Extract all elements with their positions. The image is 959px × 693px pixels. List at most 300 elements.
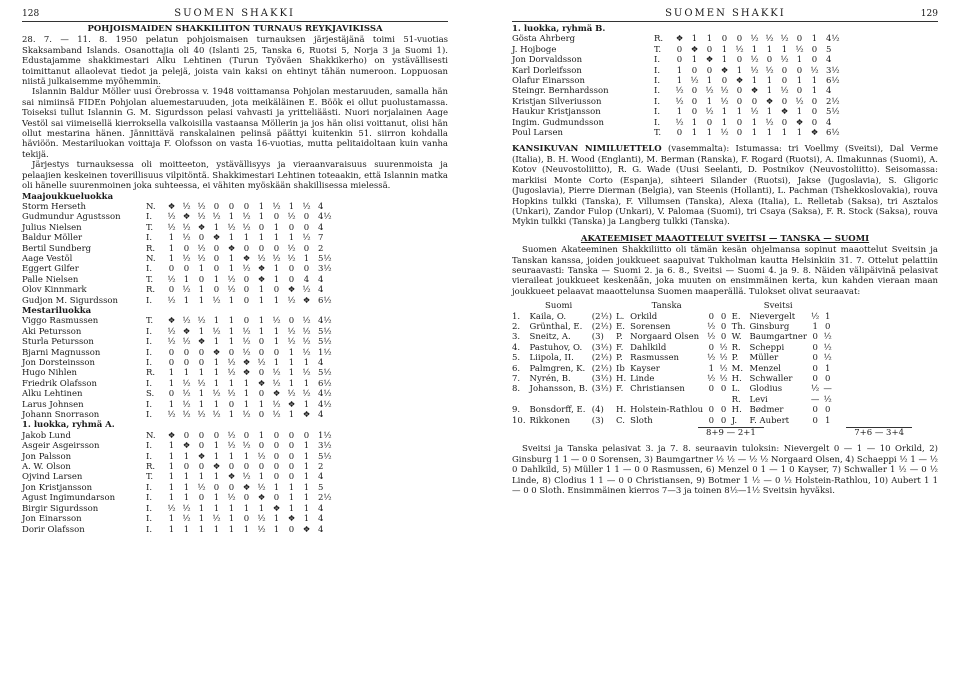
crosstable-player-score: 4 [318, 410, 324, 421]
table-row [22, 379, 342, 389]
group-b-game-result: ½ [720, 128, 729, 139]
crosstable-game-result: ½ [227, 222, 236, 233]
crosstable-game-result: 1 [183, 493, 190, 504]
crosstable-game-result: ❖ [182, 441, 191, 452]
crosstable-game-result: 1 [213, 274, 220, 285]
crosstable-player-score: 2 [318, 462, 324, 473]
crosstable-game-result: 1 [258, 472, 265, 483]
crosstable-game-result: 0 [228, 399, 235, 410]
crosstable-player-country: I. [146, 451, 153, 462]
match-finnish-player: Nyrén, B. [529, 374, 571, 384]
crosstable-player-score: 5½ [318, 326, 332, 337]
crosstable-game-result: ❖ [287, 514, 296, 525]
match-danish-player: Rasmussen [630, 353, 679, 364]
crosstable-player-country: N. [146, 253, 156, 264]
match-danish-initial: L. [616, 311, 625, 322]
crosstable-game-result: 1 [213, 399, 220, 410]
crosstable-game-result: 1 [243, 524, 250, 535]
group-b-game-result: 1 [811, 76, 818, 87]
match-result-1: 0 [708, 415, 714, 426]
crosstable-game-result: 0 [198, 462, 205, 473]
table-row [22, 472, 342, 482]
table-row [22, 389, 342, 399]
crosstable-player-country: I. [146, 347, 153, 358]
crosstable-player-score: 4 [318, 358, 324, 368]
article-paragraph-3: Järjestys turnauksessa oli moitteeton, ystävällisyys ja vieraanvaraisuus suurenmoista ja pelaajien keskeinen toverillisuus vilpitöntä. Shakkimestari Lehtinen toteaakin, että Islannin matka oli hänelle suurenmoinen joka suhteessa, ei vähiten myöskään shakillisessa mielessä. [22, 160, 448, 192]
match-total-left: 8+9 — 2+1 [698, 427, 764, 438]
group-b-player-name: J. Hojboge [512, 44, 557, 55]
crosstable-game-result: ❖ [257, 264, 266, 275]
group-b-game-result: 0 [736, 34, 743, 45]
table-row [22, 275, 342, 285]
group-b-game-result: ½ [780, 34, 789, 45]
match-finnish-player: Rikkonen [529, 415, 571, 426]
group-b-game-result: ½ [675, 117, 684, 128]
crosstable-player-name: Dorir Olafsson [22, 524, 85, 535]
match-swiss-player: F. Aubert [749, 415, 790, 426]
crosstable-game-result: 0 [243, 295, 250, 306]
crosstable-game-result: 1 [258, 233, 265, 244]
crosstable-game-result: ½ [287, 295, 296, 306]
match-board-number: 8. [512, 384, 521, 395]
group-b-game-result: ½ [765, 34, 774, 45]
crosstable-game-result: 1 [273, 264, 280, 275]
crosstable-game-result: 1 [228, 253, 235, 264]
crosstable-game-result: 1 [168, 472, 175, 483]
crosstable-player-country: I. [146, 482, 153, 493]
group-b-game-result: ½ [810, 65, 819, 76]
crosstable-game-result: ½ [302, 326, 311, 337]
crosstable-game-result: 1 [168, 482, 175, 493]
crosstable-player-name: Aki Petursson [22, 326, 82, 337]
crosstable-game-result: 0 [258, 410, 265, 421]
group-b-game-result: ❖ [750, 86, 759, 97]
crosstable-game-result: ½ [182, 389, 191, 400]
crosstable-player-score: 4 [318, 503, 324, 514]
group-b-player-score: 4 [826, 86, 832, 97]
crosstable-game-result: 1 [183, 482, 190, 493]
crosstable-game-result: ½ [242, 441, 251, 452]
crosstable-game-result: 1 [228, 410, 235, 421]
group-b-game-result: 1 [706, 76, 713, 87]
crosstable-player-score: 6½ [318, 295, 332, 306]
table-row [22, 316, 342, 326]
crosstable-game-result: 0 [273, 243, 280, 254]
crosstable-player-name: Larus Johnsen [22, 399, 84, 410]
group-b-game-result: 1 [736, 107, 743, 118]
table-row [22, 327, 342, 337]
match-finnish-rating: (3) [591, 415, 604, 426]
crosstable-game-result: 0 [258, 389, 265, 400]
match-board-number: 3. [512, 332, 521, 343]
match-board-number: 4. [512, 342, 521, 353]
crosstable-game-result: 0 [198, 347, 205, 358]
group-b-game-result: 0 [736, 117, 743, 128]
crosstable [22, 431, 342, 535]
crosstable-game-result: 1 [168, 399, 175, 410]
left-page-number: 128 [22, 8, 40, 19]
group-b-game-result: 0 [811, 107, 818, 118]
crosstable-player-score: 4 [318, 285, 324, 296]
match-swiss-result-2: 0 [824, 321, 831, 332]
crosstable-game-result: ½ [197, 212, 206, 223]
match-row [512, 353, 836, 363]
group-b-game-result: 0 [811, 96, 818, 107]
group-b-title: 1. luokka, ryhmä B. [512, 24, 606, 34]
group-b-game-result: ½ [765, 65, 774, 76]
crosstable-game-result: 1 [303, 503, 310, 514]
group-b-game-result: 1 [691, 117, 698, 128]
match-row [512, 312, 836, 322]
group-b-game-result: ❖ [810, 128, 819, 139]
table-row [22, 514, 342, 524]
crosstable-game-result: 1 [288, 493, 295, 504]
crosstable-game-result: ❖ [167, 430, 176, 441]
match-swiss-result-2: ½ [823, 332, 832, 343]
crosstable-player-country: T. [146, 316, 154, 327]
crosstable-player-country: I. [146, 378, 153, 389]
group-b-game-result: 1 [781, 128, 788, 139]
match-finnish-rating: (2½) [591, 353, 613, 364]
closing-paragraph: Sveitsi ja Tanska pelasivat 3. ja 7. 8. seuraavin tuloksin: Nievergelt 0 — 1 — 10 Orkild, 2) Ginsburg 1 1 — 0 0 Sorensen, 3) Baumgartner ½ ½ — ½ ½ Norgaard Olsen, 4) Schaeppi ½ 1 — ½ 0 Dahlkild, 5) Müller 1 1 — 0 0 Rasmussen, 6) Menzel 0 1 — 1 0 Kayser, 7) Schwaller 1 ½ — 0 ½ Linde, 8) Clodius 1 1 — 0 0 Christiansen, 9) Botmer 1 ½ — 0 ½ Holstein-Rathlou, 10) Aubert 1 1 — 0 0 Sloth. Ensimmäinen kierros 7—3 ja toinen 8½—1½ Sveitsin hyväksi. [512, 444, 938, 497]
crosstable-player-score: 4½ [318, 389, 332, 400]
match-swiss-initial: E. [731, 311, 741, 322]
crosstable-game-result: ½ [212, 514, 221, 525]
crosstable-player-country: I. [146, 212, 153, 223]
crosstable-game-result: 1 [213, 316, 220, 327]
crosstable-player-name: Bertil Sundberg [22, 243, 92, 254]
crosstable-player-name: Bjarni Magnusson [22, 347, 101, 358]
crosstable-game-result: 1 [228, 524, 235, 535]
group-b-game-result: 1 [706, 128, 713, 139]
crosstable-game-result: ½ [182, 233, 191, 244]
crosstable-game-result: ❖ [302, 524, 311, 535]
crosstable-game-result: 1 [183, 451, 190, 462]
crosstable-game-result: 0 [228, 347, 235, 358]
crosstable-game-result: 0 [198, 233, 205, 244]
match-result-1: 0 [708, 405, 714, 416]
group-b-game-result: 1 [706, 96, 713, 107]
crosstable-game-result: ½ [302, 316, 311, 327]
crosstable-game-result: 1 [273, 358, 280, 368]
crosstable-game-result: ½ [212, 326, 221, 337]
crosstable-game-result: 0 [288, 441, 295, 452]
group-b-game-result: 1 [766, 107, 773, 118]
crosstable-player-country: T. [146, 274, 154, 285]
match-header-row [512, 301, 836, 311]
crosstable-game-result: 1 [228, 212, 235, 223]
crosstable-player-name: Eggert Gilfer [22, 264, 79, 275]
crosstable-player-score: 4 [318, 514, 324, 525]
match-swiss-result-2: 1 [824, 363, 831, 374]
crosstable-game-result: ½ [182, 503, 191, 514]
crosstable-game-result: 0 [258, 441, 265, 452]
crosstable-game-result: ½ [212, 212, 221, 223]
crosstable-game-result: ½ [167, 274, 176, 285]
crosstable-player-score: 2½ [318, 493, 332, 504]
match-danish-initial: Ib [616, 363, 625, 374]
crosstable-game-result: 1 [243, 399, 250, 410]
group-b-game-result: 1 [811, 86, 818, 97]
table-row [512, 66, 850, 76]
crosstable-game-result: 0 [273, 430, 280, 441]
group-b-player-name: Gösta Ahrberg [512, 34, 576, 45]
group-b-game-result: 0 [796, 86, 803, 97]
crosstable-game-result: 0 [213, 243, 220, 254]
crosstable-game-result: 0 [198, 441, 205, 452]
match-result-2: ½ [719, 342, 728, 353]
crosstable-game-result: ½ [182, 253, 191, 264]
crosstable-game-result: 1 [168, 524, 175, 535]
crosstable-game-result: ½ [257, 524, 266, 535]
crosstable-game-result: ½ [302, 233, 311, 244]
crosstable-game-result: ½ [167, 212, 176, 223]
table-row [512, 55, 850, 65]
crosstable-game-result: ½ [302, 337, 311, 348]
crosstable-game-result: ½ [182, 399, 191, 410]
crosstable-player-country: N. [146, 430, 156, 441]
crosstable-player-score: 4 [318, 472, 324, 483]
group-b-game-result: 1 [751, 76, 758, 87]
group-b-player-country: T. [654, 44, 662, 55]
crosstable-player-country: T. [146, 472, 154, 483]
match-finnish-rating: (3½) [591, 342, 613, 353]
group-b-game-result: 1 [676, 107, 683, 118]
crosstable-player-country: R. [146, 243, 156, 254]
table-row [22, 431, 342, 441]
crosstable-player-score: 4 [318, 274, 324, 285]
match-danish-player: Linde [630, 374, 655, 384]
crosstable-game-result: ½ [257, 482, 266, 493]
crosstable-game-result: 0 [183, 264, 190, 275]
crosstable-game-result: ❖ [242, 482, 251, 493]
match-board-number: 9. [512, 405, 521, 416]
group-b-game-result: 1 [721, 44, 728, 55]
crosstable-game-result: 1 [258, 503, 265, 514]
crosstable-game-result: ½ [287, 337, 296, 348]
crosstable-game-result: 1 [228, 378, 235, 389]
crosstable-game-result: 0 [273, 212, 280, 223]
group-b-game-result: ½ [795, 96, 804, 107]
crosstable-game-result: ❖ [167, 316, 176, 327]
group-b-game-result: ½ [750, 65, 759, 76]
group-b-game-result: 0 [736, 96, 743, 107]
crosstable-player-name: Gudjon M. Sigurdsson [22, 295, 119, 306]
crosstable-game-result: 0 [213, 482, 220, 493]
crosstable-game-result: ½ [242, 472, 251, 483]
table-row [22, 410, 342, 420]
match-swiss-result-1: 0 [812, 342, 818, 353]
match-swiss-player: Baumgartner [749, 332, 807, 343]
crosstable-game-result: 1 [258, 430, 265, 441]
crosstable-player-name: Jon Dorsteinsson [22, 358, 96, 368]
match-board-number: 1. [512, 311, 521, 322]
group-b-player-name: Haukur Kristjansson [512, 107, 601, 118]
crosstable-game-result: 0 [288, 472, 295, 483]
group-b-game-result: 0 [811, 117, 818, 128]
crosstable-game-result: 1 [228, 295, 235, 306]
crosstable-player-name: Hugo Nihlen [22, 368, 78, 379]
crosstable-game-result: 1 [288, 378, 295, 389]
match-danish-player: Christiansen [630, 384, 685, 395]
crosstable-game-result: 1 [288, 233, 295, 244]
crosstable-game-result: 0 [168, 264, 175, 275]
crosstable-game-result: 0 [198, 358, 205, 368]
match-swiss-result-1: 0 [812, 353, 818, 364]
crosstable-game-result: 0 [288, 462, 295, 473]
match-finnish-rating: (3) [591, 332, 604, 343]
crosstable-player-score: 4½ [318, 316, 332, 327]
crosstable-game-result: 0 [243, 285, 250, 296]
crosstable-game-result: 1 [213, 368, 220, 379]
match-swiss-initial: W. [731, 332, 742, 343]
crosstable-game-result: ½ [242, 222, 251, 233]
crosstable-game-result: ½ [197, 482, 206, 493]
crosstable-game-result: 1 [183, 368, 190, 379]
table-row [22, 358, 342, 368]
crosstable-game-result: ½ [167, 337, 176, 348]
match-swiss-result-1: 0 [812, 405, 818, 416]
match-swiss-result-2: 0 [824, 405, 831, 416]
group-b-player-score: 3½ [826, 65, 840, 76]
table-row [22, 244, 342, 254]
crosstable-game-result: ½ [302, 285, 311, 296]
crosstable-game-result: 1 [273, 337, 280, 348]
crosstable-game-result: 1 [213, 472, 220, 483]
article-paragraph-2: Islannin Baldur Möller uusi Örebrossa v. 1948 voittamansa Pohjolan mestaruuden, samalla hän sai nimiinsä FIDEn Pohjolan aluemestaruuden, jota meikäläinen E. Böök ei ollut puolustamassa. Toiseksi tullut Islannin G. M. Sigurdsson pelasi vahvasti ja yritteliäästi. Nuori norjalainen Aage Vestöl sai viimeisellä kierroksella valkoisilla vastaansa Möllerin ja jos hän olisi voittanut, olisi hän ollut mestarina hänen. Jännittävä ranskalainen pelinsä päättyi kuitenkin 51. siirron kohdalla häviöön. Mestariluokan voittaja F. Olofsson on vasta 16-vuotias, mutta pelitaidoltaan kuin vanha tekijä. [22, 87, 448, 160]
group-b-game-result: ½ [720, 96, 729, 107]
crosstable-game-result: ❖ [272, 389, 281, 400]
group-b-game-result: 0 [781, 76, 788, 87]
crosstable-game-result: ❖ [212, 347, 221, 358]
crosstable-game-result: ½ [242, 337, 251, 348]
group-b-game-result: 0 [691, 65, 698, 76]
crosstable-game-result: 0 [168, 358, 175, 368]
crosstable-player-country: I. [146, 233, 153, 244]
group-b-player-name: Kristjan Silveriusson [512, 96, 602, 107]
table-row [22, 264, 342, 274]
group-b-game-result: 0 [796, 34, 803, 45]
match-danish-initial [616, 395, 630, 405]
crosstable-game-result: 0 [198, 274, 205, 285]
crosstable-game-result: 1 [198, 368, 205, 379]
crosstable-game-result: ½ [182, 378, 191, 389]
match-swiss-result-2: — [823, 384, 832, 395]
crosstable-game-result: 0 [243, 243, 250, 254]
match-swiss-result-1: ½ [811, 384, 820, 395]
left-crosstables [22, 192, 448, 535]
crosstable-game-result: 0 [213, 201, 220, 212]
table-row [22, 337, 342, 347]
match-result-1: ½ [707, 321, 716, 332]
crosstable-game-result: 1 [288, 201, 295, 212]
crosstable-game-result: ½ [197, 201, 206, 212]
group-b-game-result: 0 [706, 44, 713, 55]
crosstable-game-result: ❖ [257, 274, 266, 285]
crosstable-game-result: ½ [227, 285, 236, 296]
match-danish-player: Sloth [630, 415, 653, 426]
crosstable-game-result: ½ [257, 253, 266, 264]
match-swiss-initial: L. [731, 384, 741, 395]
crosstable-player-country: R. [146, 285, 156, 296]
academic-matches-text: Suomen Akateeminen Shakkiliitto oli tämän kesän ohjelmansa sopinut maaottelut Sveitsin ja Tanskan kanssa, joiden joukkueet saapuivat Tukholman kautta Helsinkiin 31. 7. Ottelut pelattiin seuraavasti: Tanska — Suomi 2. ja 6. 8., Sveitsi — Suomi 4. ja 9. 8. Näiden välipäivinä pelasivat vieraileat joukkueet keskenään, joka muuten on ensimmäinen kerta, kun kahden vieraan maan joukkueet pelaavat maaottelunsa Suomen maaperällä. Tulokset olivat seuraavat: [512, 245, 938, 297]
crosstable-game-result: 1 [198, 285, 205, 296]
crosstable-section-title: Maajoukkueluokka [22, 191, 114, 202]
table-row [22, 254, 342, 264]
match-result-2: ½ [719, 353, 728, 364]
group-b-game-result: 1 [796, 76, 803, 87]
crosstable-game-result: 1 [213, 503, 220, 514]
crosstable-game-result: ½ [197, 378, 206, 389]
match-results-table [512, 301, 836, 426]
group-b-player-score: 4 [826, 55, 832, 66]
match-board-number: 5. [512, 353, 521, 364]
match-swiss-player: Ginsburg [749, 321, 790, 332]
table-row [22, 285, 342, 295]
crosstable-game-result: ½ [257, 514, 266, 525]
crosstable-game-result: ½ [257, 358, 266, 368]
crosstable-game-result: 1 [303, 482, 310, 493]
group-b-player-name: Ingim. Gudmundsson [512, 117, 604, 128]
match-finnish-rating: (3½) [591, 384, 613, 395]
match-finnish-rating: (2½) [591, 363, 613, 374]
crosstable-game-result: ½ [212, 410, 221, 421]
crosstable-player-score: 3½ [318, 441, 332, 452]
match-swiss-result-2: ½ [823, 394, 832, 405]
group-b-player-score: 4 [826, 117, 832, 128]
match-swiss-result-2: ½ [823, 353, 832, 364]
crosstable-game-result: 0 [243, 430, 250, 441]
group-b-game-result: 1 [691, 34, 698, 45]
match-danish-initial: P. [616, 332, 623, 343]
match-danish-player: Holstein-Rathlou [630, 405, 704, 416]
crosstable-game-result: 0 [273, 285, 280, 296]
crosstable-game-result: 0 [288, 524, 295, 535]
match-result-2: ½ [719, 374, 728, 384]
match-header-suomi: Suomi [545, 301, 573, 312]
crosstable-game-result: ❖ [182, 212, 191, 223]
group-b-game-result: 1 [676, 65, 683, 76]
crosstable-player-name: Olov Kinnmark [22, 285, 87, 296]
table-row [512, 34, 850, 44]
crosstable-game-result: ½ [272, 368, 281, 379]
crosstable-game-result: 0 [258, 222, 265, 233]
crosstable-game-result: ½ [242, 264, 251, 275]
match-result-1: ½ [707, 332, 716, 343]
crosstable-game-result: ❖ [242, 358, 251, 368]
crosstable-game-result: 1 [213, 493, 220, 504]
crosstable-game-result: ½ [182, 316, 191, 327]
crosstable-game-result: ❖ [302, 410, 311, 421]
match-totals [512, 427, 912, 438]
group-b-game-result: 1 [766, 86, 773, 97]
group-b-game-result: 1 [721, 55, 728, 66]
group-b-game-result: 0 [706, 65, 713, 76]
group-b-game-result: ½ [705, 107, 714, 118]
crosstable-game-result: 1 [228, 264, 235, 275]
crosstable-game-result: 1 [183, 274, 190, 285]
crosstable-game-result: ½ [182, 201, 191, 212]
group-b-game-result: 1 [721, 117, 728, 128]
table-row [22, 223, 342, 233]
group-b-game-result: ❖ [675, 34, 684, 45]
crosstable-game-result: ½ [287, 243, 296, 254]
crosstable-game-result: 1 [243, 378, 250, 389]
group-b-player-country: I. [654, 86, 661, 97]
crosstable-game-result: 1 [198, 295, 205, 306]
crosstable-game-result: ½ [182, 410, 191, 421]
match-finnish-rating: (2½) [591, 311, 613, 322]
